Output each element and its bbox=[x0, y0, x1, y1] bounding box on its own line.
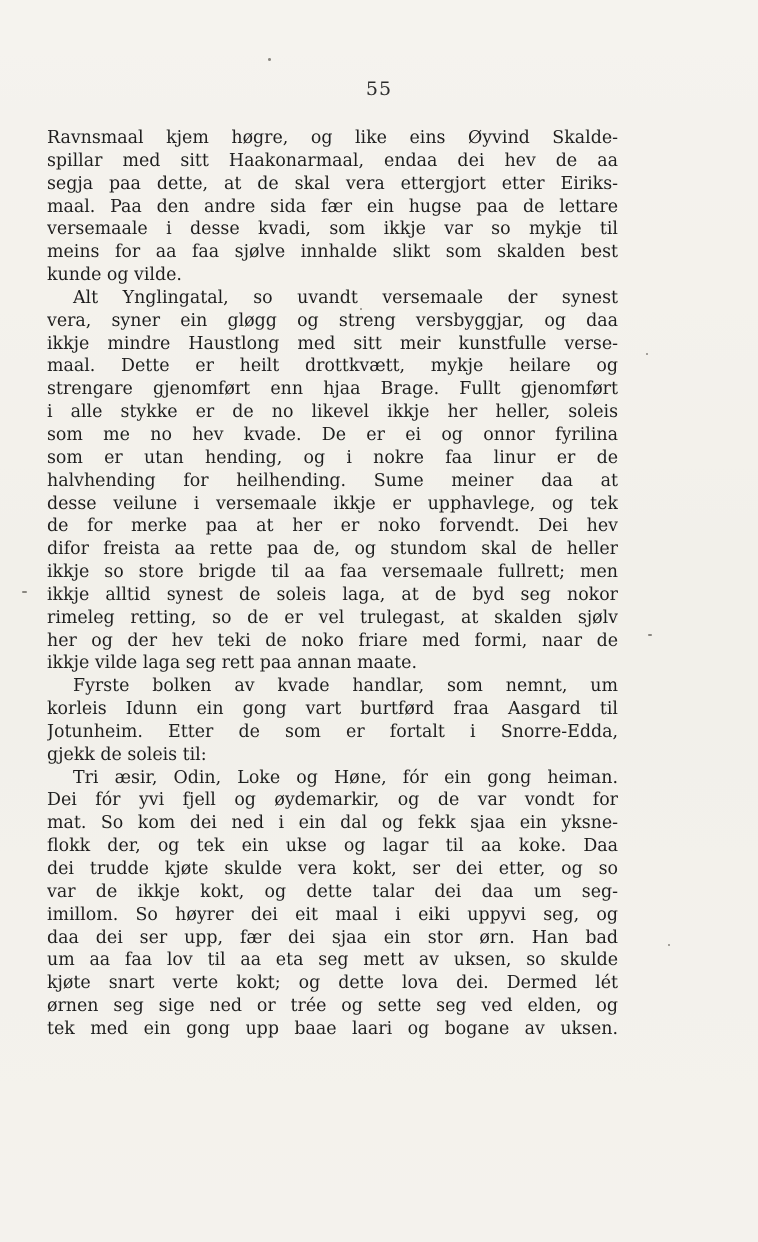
paper-speck bbox=[360, 308, 362, 310]
text-line: ikkje mindre Haustlong med sitt meir kunstfulle verse- bbox=[47, 333, 618, 354]
paper-speck bbox=[22, 591, 27, 593]
text-line: difor freista aa rette paa de, og stundom skal de heller bbox=[47, 539, 618, 560]
text-line: Tri æsir, Odin, Loke og Høne, fór ein gong heiman. bbox=[73, 767, 618, 788]
paper-speck bbox=[668, 944, 670, 946]
text-line: Alt Ynglingatal, so uvandt versemaale der synest bbox=[73, 287, 618, 308]
text-line: ikkje vilde laga seg rett paa annan maate. bbox=[47, 653, 417, 674]
text-line: meins for aa faa sjølve innhalde slikt som skalden best bbox=[47, 242, 618, 263]
text-line: daa dei ser upp, fær dei sjaa ein stor ørn. Han bad bbox=[47, 927, 618, 948]
text-line: um aa faa lov til aa eta seg mett av uksen, so skulde bbox=[47, 950, 618, 971]
text-line: halvhending for heilhending. Sume meiner daa at bbox=[47, 470, 618, 491]
text-line: Fyrste bolken av kvade handlar, som nemnt, um bbox=[73, 676, 618, 697]
text-line: flokk der, og tek ein ukse og lagar til aa koke. Daa bbox=[47, 836, 618, 857]
text-line: ørnen seg sige ned or trée og sette seg ved elden, og bbox=[47, 996, 618, 1017]
text-line: vera, syner ein gløgg og streng versbyggjar, og daa bbox=[47, 310, 618, 331]
text-line: ikkje alltid synest de soleis laga, at de byd seg nokor bbox=[47, 584, 618, 605]
text-line: maal. Dette er heilt drottkvætt, mykje heilare og bbox=[47, 356, 618, 377]
text-line: strengare gjenomført enn hjaa Brage. Fullt gjenomført bbox=[47, 379, 618, 400]
text-line: versemaale i desse kvadi, som ikkje var so mykje til bbox=[47, 219, 618, 240]
page-number: 55 bbox=[365, 78, 393, 100]
paper-speck bbox=[648, 634, 652, 636]
text-line: i alle stykke er de no likevel ikkje her heller, soleis bbox=[47, 402, 618, 423]
text-line: kunde og vilde. bbox=[47, 265, 182, 286]
text-line: desse veilune i versemaale ikkje er upphavlege, og tek bbox=[47, 493, 618, 514]
text-line: som er utan hending, og i nokre faa linur er de bbox=[47, 447, 618, 468]
paper-speck bbox=[646, 353, 648, 355]
text-line: kjøte snart verte kokt; og dette lova dei. Dermed lét bbox=[47, 973, 618, 994]
paper-speck bbox=[268, 58, 271, 61]
text-line: spillar med sitt Haakonarmaal, endaa dei hev de aa bbox=[47, 150, 618, 171]
text-line: maal. Paa den andre sida fær ein hugse paa de lettare bbox=[47, 196, 618, 217]
text-line: var de ikkje kokt, og dette talar dei daa um seg- bbox=[47, 881, 618, 902]
text-line: her og der hev teki de noko friare med formi, naar de bbox=[47, 630, 618, 651]
text-line: ikkje so store brigde til aa faa versemaale fullrett; men bbox=[47, 562, 618, 583]
text-line: Dei fór yvi fjell og øydemarkir, og de var vondt for bbox=[47, 790, 618, 811]
text-line: som me no hev kvade. De er ei og onnor fyrilina bbox=[47, 424, 618, 445]
text-line: imillom. So høyrer dei eit maal i eiki uppyvi seg, og bbox=[47, 904, 618, 925]
text-line: mat. So kom dei ned i ein dal og fekk sjaa ein yksne- bbox=[47, 813, 618, 834]
text-line: Jotunheim. Etter de som er fortalt i Snorre-Edda, bbox=[47, 721, 618, 742]
text-line: Ravnsmaal kjem høgre, og like eins Øyvind Skalde- bbox=[47, 128, 618, 148]
text-line: korleis Idunn ein gong vart burtførd fraa Aasgard til bbox=[47, 699, 618, 720]
text-line: dei trudde kjøte skulde vera kokt, ser dei etter, og so bbox=[47, 859, 618, 879]
text-line: tek med ein gong upp baae laari og bogane av uksen. bbox=[47, 1018, 618, 1039]
text-line: rimeleg retting, so de er vel trulegast, at skalden sjølv bbox=[47, 607, 618, 628]
text-line: segja paa dette, at de skal vera ettergjort etter Eiriks- bbox=[47, 173, 618, 194]
body-text bbox=[47, 127, 618, 1041]
text-line: de for merke paa at her er noko forvendt. Dei hev bbox=[47, 516, 618, 537]
text-line: gjekk de soleis til: bbox=[47, 744, 207, 765]
